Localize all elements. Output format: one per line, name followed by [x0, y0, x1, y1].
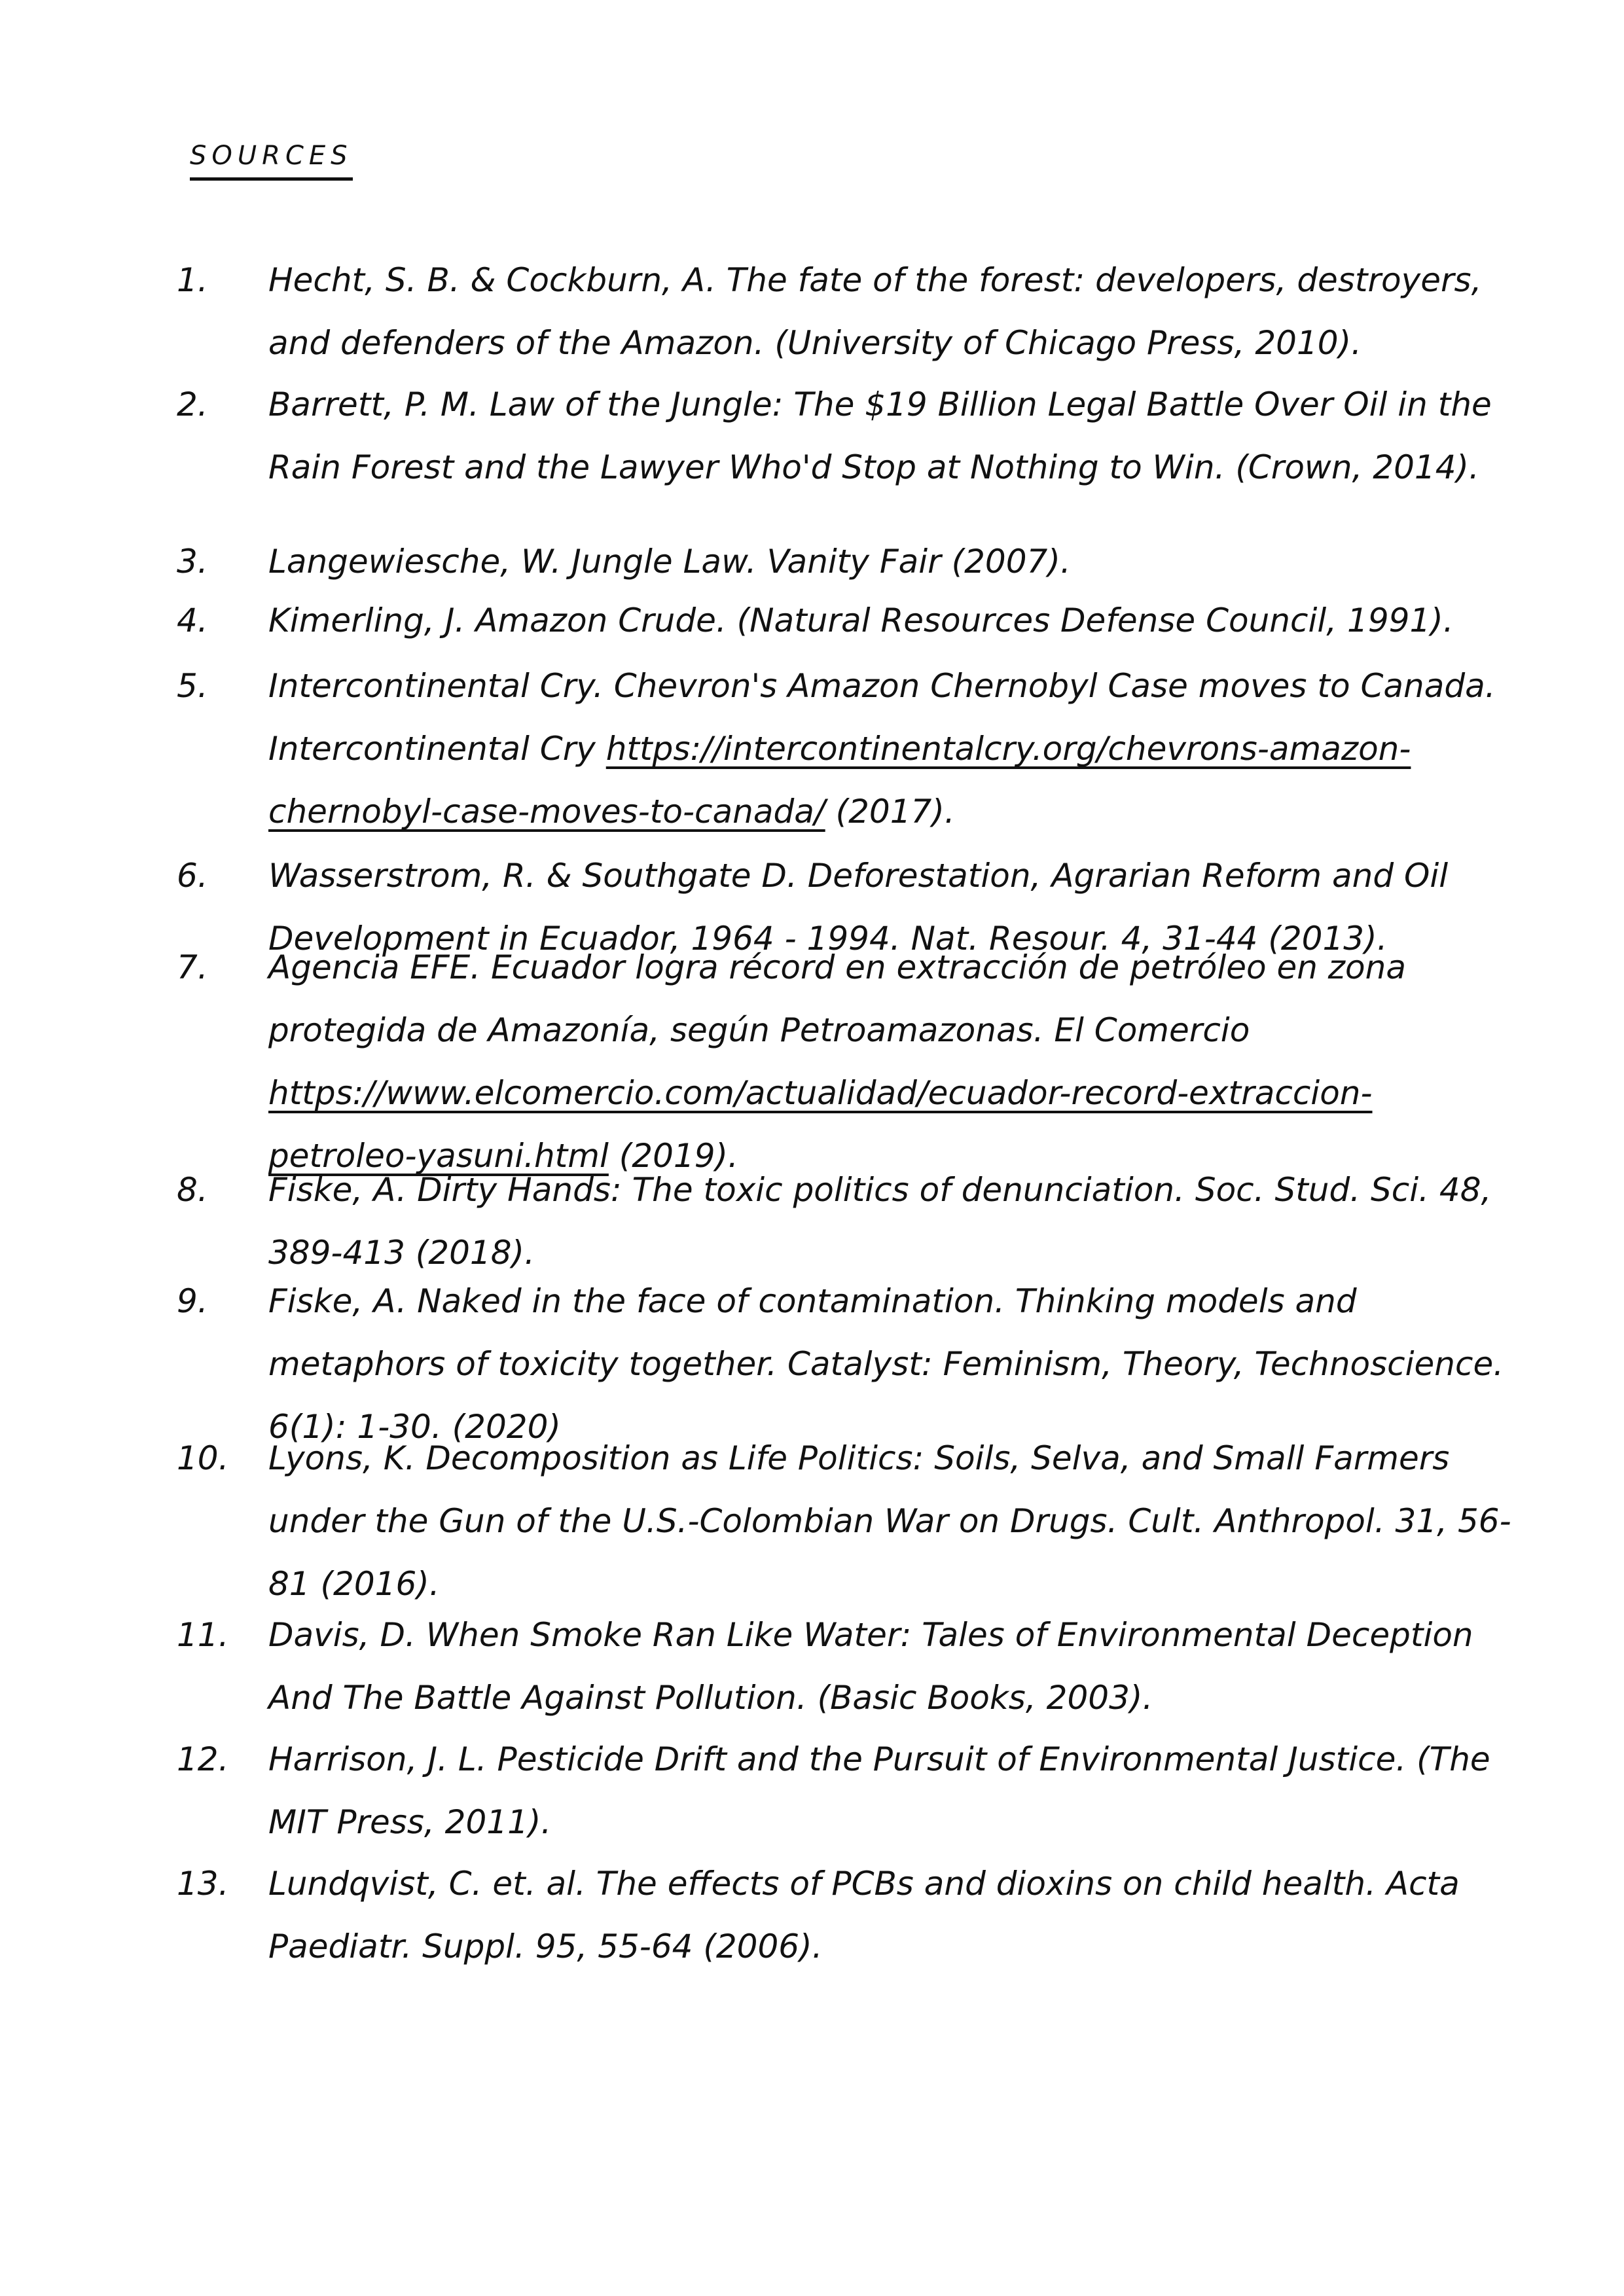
source-entry-11	[177, 1604, 1512, 1729]
source-link[interactable]: https://intercontinentalcry.org/chevrons-amazon-chernobyl-case-moves-to-canada/	[268, 730, 1411, 831]
entry-number: 5.	[177, 667, 208, 705]
source-link[interactable]: https://www.elcomercio.com/actualidad/ecuador-record-extraccion-petroleo-yasuni.html	[268, 1074, 1373, 1175]
source-entry-2	[177, 373, 1512, 499]
entry-text: Wasserstrom, R. & Southgate D. Deforestation, Agrarian Reform and Oil Development in Ecuador, 1964 - 1994. Nat. Resour. 4, 31-44 (2013).	[268, 857, 1449, 958]
entry-number: 9.	[177, 1282, 208, 1320]
entry-number: 6.	[177, 857, 208, 895]
source-entry-1	[177, 249, 1512, 374]
entry-text: Davis, D. When Smoke Ran Like Water: Tales of Environmental Deception And The Battle Against Pollution. (Basic Books, 2003).	[268, 1616, 1473, 1717]
entry-text-after: (2019).	[608, 1137, 738, 1175]
entry-number: 11.	[177, 1616, 229, 1654]
entry-number: 10.	[177, 1439, 229, 1477]
entry-text: Harrison, J. L. Pesticide Drift and the Pursuit of Environmental Justice. (The MIT Press, 2011).	[268, 1740, 1490, 1841]
entry-text: Lyons, K. Decomposition as Life Politics: Soils, Selva, and Small Farmers under the Gun of the U.S.-Colombian War on Drugs. Cult. Anthropol. 31, 56-81 (2016).	[268, 1439, 1511, 1603]
page-heading: SOURCES	[190, 141, 353, 181]
source-entry-3	[177, 530, 1512, 593]
entry-text: Kimerling, J. Amazon Crude. (Natural Resources Defense Council, 1991).	[268, 601, 1454, 639]
source-entry-12	[177, 1728, 1512, 1854]
entry-text	[268, 936, 1512, 1187]
entry-text: Lundqvist, C. et. al. The effects of PCBs and dioxins on child health. Acta Paediatr. Suppl. 95, 55-64 (2006).	[268, 1865, 1460, 1965]
entry-number: 8.	[177, 1171, 208, 1209]
entry-text-before: Intercontinental Cry. Chevron's Amazon Chernobyl Case moves to Canada. Intercontinental Cry	[268, 667, 1496, 768]
source-entry-5	[177, 655, 1512, 843]
source-entry-4	[177, 589, 1512, 652]
entry-text: Fiske, A. Dirty Hands: The toxic politics of denunciation. Soc. Stud. Sci. 48, 389-413 (2018).	[268, 1171, 1492, 1272]
entry-number: 1.	[177, 261, 208, 299]
entry-number: 7.	[177, 948, 208, 986]
entry-text: Fiske, A. Naked in the face of contamination. Thinking models and metaphors of toxicity together. Catalyst: Feminism, Theory, Technoscience. 6(1): 1-30. (2020)	[268, 1282, 1504, 1446]
entry-number: 13.	[177, 1865, 229, 1903]
entry-text: Langewiesche, W. Jungle Law. Vanity Fair (2007).	[268, 543, 1071, 581]
entry-text	[268, 655, 1512, 843]
entry-number: 2.	[177, 386, 208, 423]
source-entry-8	[177, 1158, 1512, 1284]
source-entry-13	[177, 1852, 1512, 1978]
source-entry-10	[177, 1427, 1512, 1615]
entry-text-before: Agencia EFE. Ecuador logra récord en extracción de petróleo en zona protegida de Amazonía, según Petroamazonas. El Comercio	[268, 948, 1406, 1049]
entry-number: 12.	[177, 1740, 229, 1778]
entry-number: 3.	[177, 543, 208, 581]
entry-text: Barrett, P. M. Law of the Jungle: The $19 Billion Legal Battle Over Oil in the Rain Forest and the Lawyer Who'd Stop at Nothing to Win. (Crown, 2014).	[268, 386, 1492, 486]
entry-text: Hecht, S. B. & Cockburn, A. The fate of the forest: developers, destroyers, and defenders of the Amazon. (University of Chicago Press, 2010).	[268, 261, 1482, 362]
source-entry-7	[177, 936, 1512, 1187]
entry-number: 4.	[177, 601, 208, 639]
entry-text-after: (2017).	[825, 793, 955, 831]
